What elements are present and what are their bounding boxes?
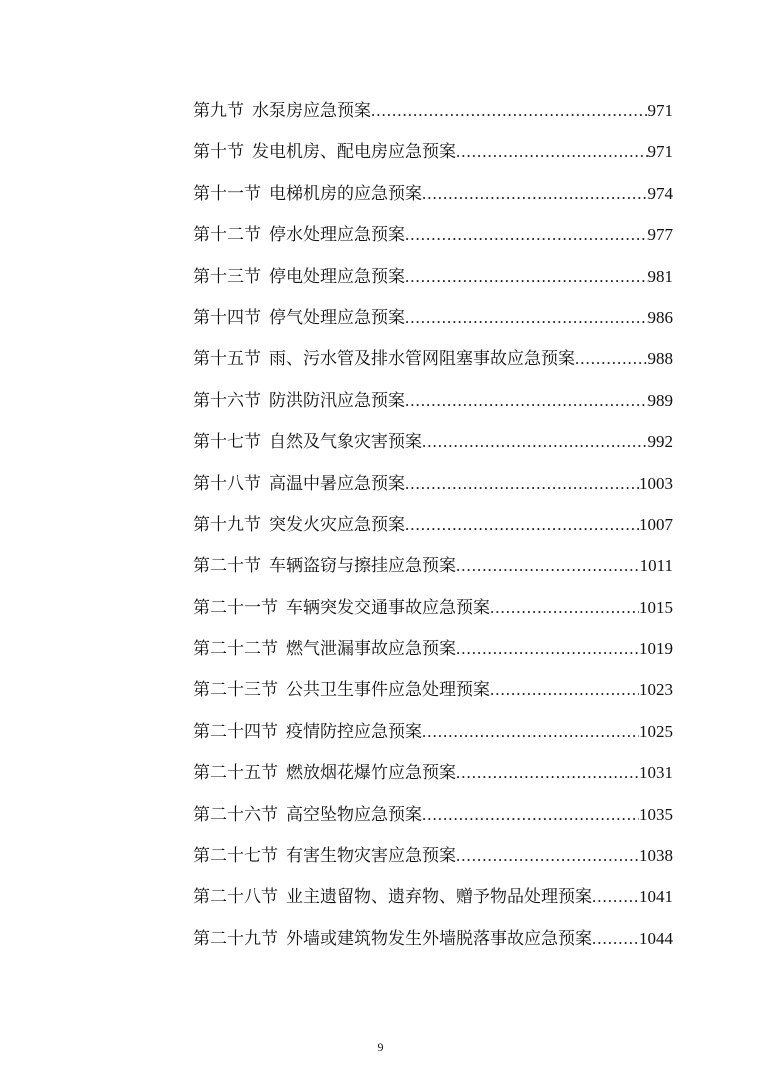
toc-title: 水泵房应急预案 — [252, 101, 371, 121]
toc-section-number: 第十九节 — [193, 514, 261, 535]
toc-page-number: 1019 — [639, 639, 673, 659]
toc-title: 停电处理应急预案 — [269, 266, 405, 287]
toc-page-number: 971 — [647, 142, 673, 162]
toc-entry[interactable] — [193, 463, 673, 504]
toc-section-number: 第九节 — [193, 101, 244, 121]
toc-leader-dots — [422, 173, 648, 214]
toc-title: 业主遗留物、遗弃物、赠予物品处理预案 — [286, 887, 592, 908]
toc-leader-dots — [405, 380, 648, 421]
toc-leader-dots — [371, 90, 648, 131]
toc-page-number: 977 — [647, 225, 673, 245]
toc-page-number: 1038 — [639, 846, 673, 866]
toc-page-number: 986 — [647, 307, 673, 327]
toc-page-number: 1015 — [639, 597, 673, 617]
toc-page-number: 974 — [647, 183, 673, 203]
toc-section-number: 第十二节 — [193, 225, 261, 246]
toc-section-number: 第二十节 — [193, 556, 261, 577]
toc-section-number: 第十七节 — [193, 432, 261, 453]
toc-leader-dots — [490, 587, 639, 628]
toc-page-number: 1041 — [639, 887, 673, 907]
toc-section-number: 第十四节 — [193, 307, 261, 328]
toc-entry[interactable] — [193, 835, 673, 876]
toc-entry[interactable] — [193, 256, 673, 297]
toc-section-number: 第二十一节 — [193, 597, 278, 618]
toc-entry[interactable] — [193, 421, 673, 462]
toc-leader-dots — [405, 214, 648, 255]
toc-leader-dots — [405, 504, 639, 545]
toc-title: 公共卫生事件应急处理预案 — [286, 680, 490, 701]
toc-title: 车辆盗窃与擦挂应急预案 — [269, 556, 456, 577]
toc-leader-dots — [490, 669, 639, 710]
toc-leader-dots — [592, 876, 639, 917]
toc-entry[interactable] — [193, 504, 673, 545]
toc-title: 雨、污水管及排水管网阻塞事故应急预案 — [269, 349, 575, 370]
toc-title: 高空坠物应急预案 — [286, 804, 422, 825]
toc-entry[interactable] — [193, 711, 673, 752]
toc-entry[interactable] — [193, 338, 673, 379]
toc-page-number: 1035 — [639, 804, 673, 824]
toc-section-number: 第十八节 — [193, 473, 261, 494]
toc-entry[interactable] — [193, 876, 673, 917]
toc-entry[interactable] — [193, 380, 673, 421]
toc-section-number: 第二十八节 — [193, 887, 278, 908]
toc-section-number: 第十节 — [193, 142, 244, 163]
toc-section-number: 第二十七节 — [193, 846, 278, 867]
toc-title: 电梯机房的应急预案 — [269, 183, 422, 204]
toc-entry[interactable] — [193, 669, 673, 710]
toc-page-number: 971 — [647, 101, 673, 120]
toc-entry[interactable] — [193, 918, 673, 959]
toc-entry[interactable] — [193, 214, 673, 255]
toc-entry[interactable] — [193, 90, 673, 131]
toc-title: 停水处理应急预案 — [269, 225, 405, 246]
toc-page-number: 1044 — [639, 928, 673, 948]
toc-entry[interactable] — [193, 131, 673, 172]
toc-leader-dots — [592, 918, 639, 959]
toc-title: 发电机房、配电房应急预案 — [252, 142, 456, 163]
toc-leader-dots — [422, 711, 639, 752]
toc-page-number: 988 — [647, 349, 673, 369]
toc-page-number: 1011 — [639, 556, 673, 576]
toc-section-number: 第二十三节 — [193, 680, 278, 701]
toc-title: 外墙或建筑物发生外墙脱落事故应急预案 — [286, 928, 592, 949]
toc-page-number: 1025 — [639, 721, 673, 741]
toc-section-number: 第二十四节 — [193, 721, 278, 742]
toc-section-number: 第十五节 — [193, 349, 261, 370]
toc-leader-dots — [575, 338, 648, 379]
toc-leader-dots — [456, 835, 639, 876]
toc-title: 突发火灾应急预案 — [269, 514, 405, 535]
toc-title: 有害生物灾害应急预案 — [286, 846, 456, 867]
toc-page-number: 981 — [647, 266, 673, 286]
toc-page-number: 1031 — [639, 763, 673, 783]
toc-title: 疫情防控应急预案 — [286, 721, 422, 742]
toc-entry[interactable] — [193, 794, 673, 835]
toc-leader-dots — [422, 794, 639, 835]
toc-leader-dots — [456, 628, 639, 669]
toc-entry[interactable] — [193, 173, 673, 214]
toc-page-number: 989 — [647, 390, 673, 410]
toc-leader-dots — [422, 421, 648, 462]
table-of-contents — [193, 90, 673, 959]
toc-title: 高温中暑应急预案 — [269, 473, 405, 494]
toc-entry[interactable] — [193, 752, 673, 793]
page-number: 9 — [377, 1040, 384, 1054]
toc-section-number: 第二十六节 — [193, 804, 278, 825]
toc-page-number: 992 — [647, 432, 673, 452]
toc-leader-dots — [456, 545, 640, 586]
toc-entry[interactable] — [193, 297, 673, 338]
toc-title: 车辆突发交通事故应急预案 — [286, 597, 490, 618]
toc-section-number: 第十一节 — [193, 183, 261, 204]
toc-entry[interactable] — [193, 545, 673, 586]
toc-leader-dots — [405, 256, 648, 297]
toc-page-number: 1007 — [639, 514, 673, 534]
toc-section-number: 第二十五节 — [193, 763, 278, 784]
toc-leader-dots — [456, 131, 648, 172]
toc-section-number: 第二十二节 — [193, 639, 278, 660]
toc-leader-dots — [405, 463, 639, 504]
toc-leader-dots — [405, 297, 648, 338]
toc-title: 自然及气象灾害预案 — [269, 432, 422, 453]
toc-entry[interactable] — [193, 628, 673, 669]
toc-entry[interactable] — [193, 587, 673, 628]
toc-title: 停气处理应急预案 — [269, 307, 405, 328]
toc-page-number: 1023 — [639, 680, 673, 700]
toc-leader-dots — [456, 752, 639, 793]
toc-section-number: 第二十九节 — [193, 928, 278, 949]
toc-section-number: 第十六节 — [193, 390, 261, 411]
toc-page-number: 1003 — [639, 473, 673, 493]
toc-title: 燃放烟花爆竹应急预案 — [286, 763, 456, 784]
toc-title: 防洪防汛应急预案 — [269, 390, 405, 411]
toc-title: 燃气泄漏事故应急预案 — [286, 639, 456, 660]
toc-section-number: 第十三节 — [193, 266, 261, 287]
